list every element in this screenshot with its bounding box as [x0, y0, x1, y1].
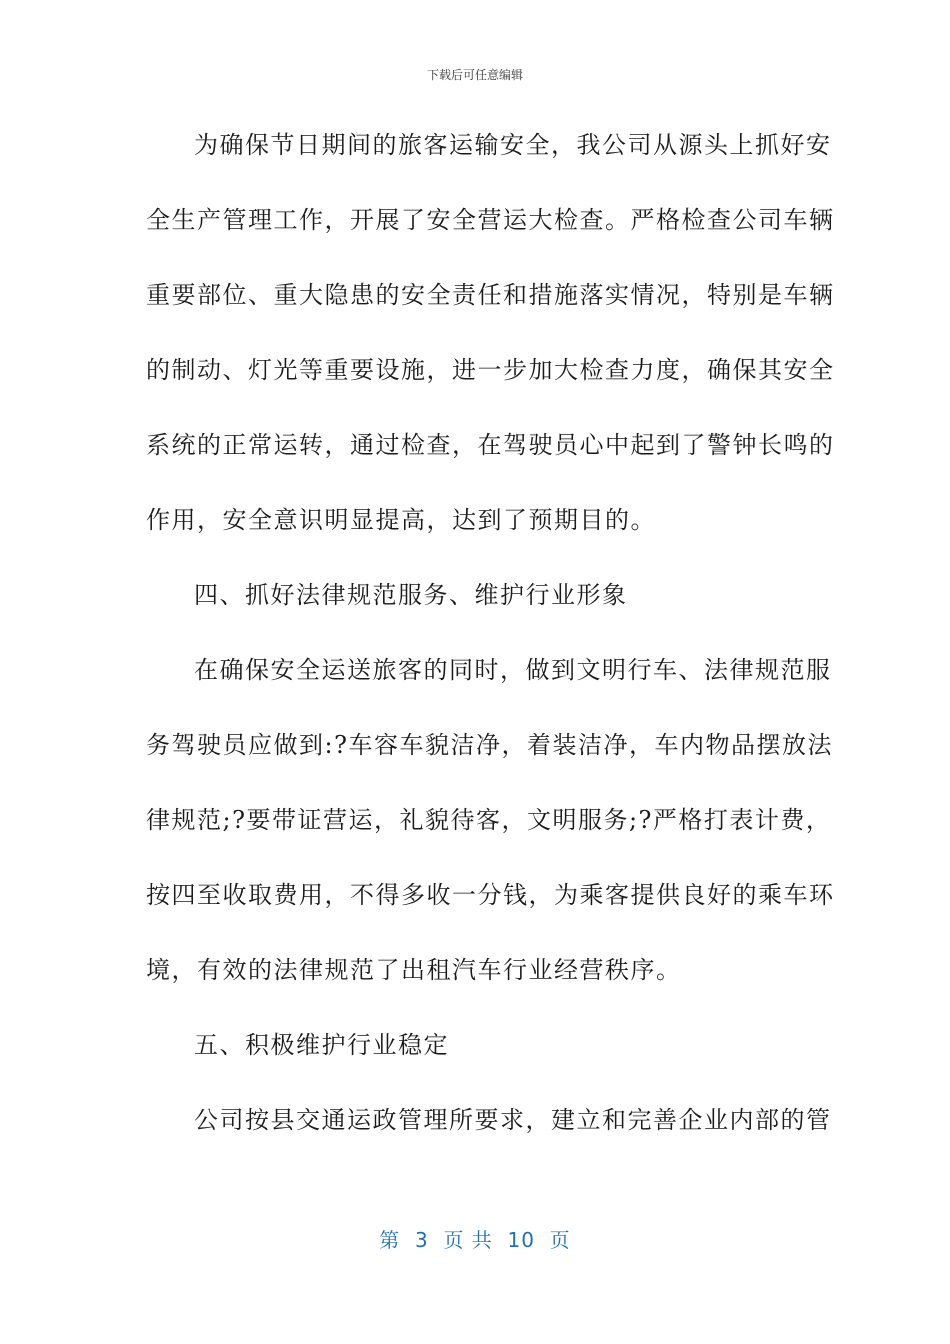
paragraph-line: 在确保安全运送旅客的同时，做到文明行车、法律规范服 — [194, 656, 832, 684]
paragraph-line: 公司按县交通运政管理所要求，建立和完善企业内部的管 — [194, 1106, 832, 1134]
paragraph-line: 为确保节日期间的旅客运输安全，我公司从源头上抓好安 — [194, 131, 832, 159]
document-body — [146, 120, 835, 1170]
page-number: 第 3 页 共 10 页 — [379, 1228, 571, 1252]
paragraph-line: 作用，安全意识明显提高，达到了预期目的。 — [146, 506, 656, 534]
paragraph-line: 的制动、灯光等重要设施，进一步加大检查力度，确保其安全 — [146, 356, 835, 384]
paragraph-line: 律规范;?要带证营运，礼貌待客，文明服务;?严格打表计费， — [146, 806, 832, 834]
paragraph-line: 按四至收取费用，不得多收一分钱，为乘客提供良好的乘车环 — [146, 881, 835, 909]
page-header: 下载后可任意编辑 — [426, 68, 523, 82]
section-heading: 四、抓好法律规范服务、维护行业形象 — [194, 581, 628, 609]
paragraph-line: 系统的正常运转，通过检查，在驾驶员心中起到了警钟长鸣的 — [146, 431, 835, 459]
section-heading: 五、积极维护行业稳定 — [194, 1031, 449, 1059]
paragraph-line: 重要部位、重大隐患的安全责任和措施落实情况，特别是车辆 — [146, 281, 835, 309]
paragraph-line: 境，有效的法律规范了出租汽车行业经营秩序。 — [146, 956, 682, 984]
paragraph-line: 全生产管理工作，开展了安全营运大检查。严格检查公司车辆 — [146, 206, 835, 234]
paragraph-line: 务驾驶员应做到:?车容车貌洁净，着装洁净，车内物品摆放法 — [146, 731, 833, 759]
